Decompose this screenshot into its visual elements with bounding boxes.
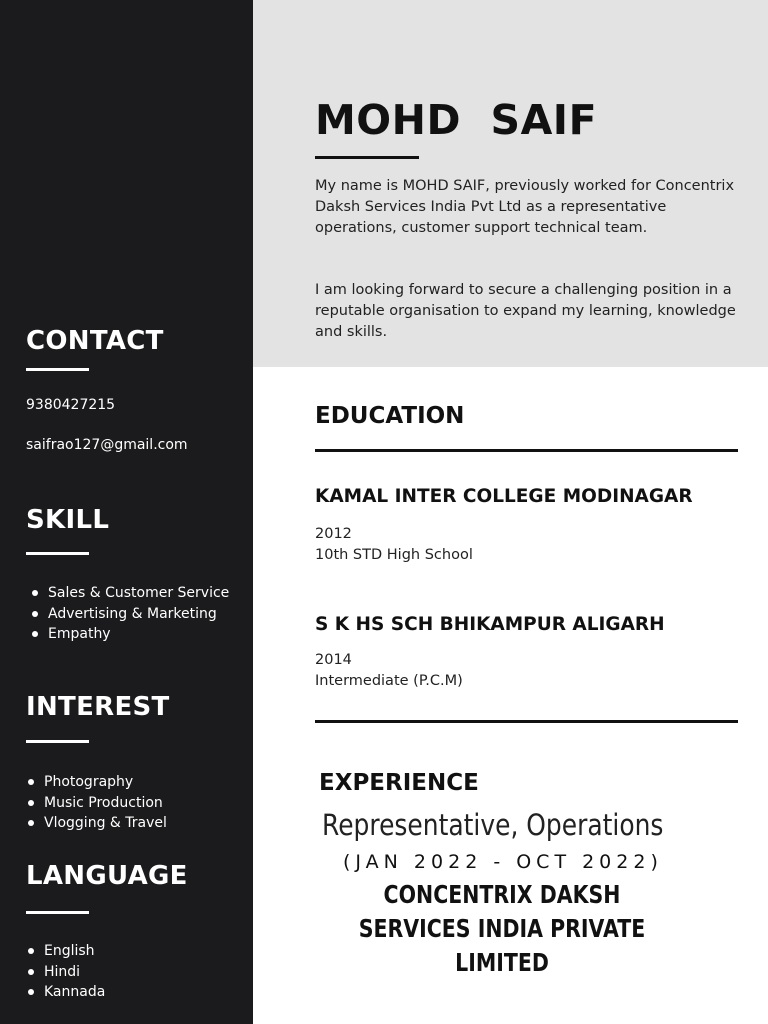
contact-heading: CONTACT — [26, 326, 164, 356]
school-name: KAMAL INTER COLLEGE MODINAGAR — [315, 486, 693, 507]
list-item: Vlogging & Travel — [22, 813, 232, 834]
list-item: Photography — [22, 772, 232, 793]
summary-paragraph: My name is MOHD SAIF, previously worked for Concentrix Daksh Services India Pvt Ltd as a representative operations, customer support technical team. — [315, 178, 735, 236]
school-name: S K HS SCH BHIKAMPUR ALIGARH — [315, 614, 665, 635]
list-item: Advertising & Marketing — [26, 604, 231, 625]
skill-list — [26, 583, 231, 645]
contact-phone: 9380427215 — [26, 397, 116, 413]
education-detail: Intermediate (P.C.M) — [315, 673, 463, 689]
interest-heading: INTEREST — [26, 692, 170, 722]
list-item: Empathy — [26, 624, 231, 645]
company-name: CONCENTRIX DAKSH SERVICES INDIA PRIVATE LIMITED — [358, 880, 646, 977]
contact-divider — [26, 368, 89, 371]
sidebar — [0, 0, 253, 1024]
skill-divider — [26, 552, 89, 555]
candidate-name: MOHD SAIF — [315, 96, 598, 144]
education-year: 2012 — [315, 526, 352, 542]
list-item: Sales & Customer Service — [26, 583, 231, 604]
interest-list — [22, 772, 232, 834]
education-year: 2014 — [315, 652, 352, 668]
objective-paragraph: I am looking forward to secure a challenging position in a reputable organisation to expand my learning, knowledge and skills. — [315, 282, 736, 340]
education-detail: 10th STD High School — [315, 547, 473, 563]
list-item: Kannada — [22, 982, 232, 1003]
contact-email: saifrao127@gmail.com — [26, 437, 188, 453]
education-divider — [315, 449, 738, 452]
skill-heading: SKILL — [26, 505, 110, 535]
language-heading: LANGUAGE — [26, 861, 188, 891]
job-dates: (JAN 2022 - OCT 2022) — [343, 851, 663, 873]
language-divider — [26, 911, 89, 914]
experience-divider — [315, 720, 738, 723]
list-item: English — [22, 941, 232, 962]
list-item: Hindi — [22, 962, 232, 983]
experience-heading: EXPERIENCE — [319, 770, 479, 796]
education-heading: EDUCATION — [315, 403, 465, 429]
interest-divider — [26, 740, 89, 743]
name-divider — [315, 156, 419, 159]
list-item: Music Production — [22, 793, 232, 814]
language-list — [22, 941, 232, 1003]
job-title: Representative, Operations — [322, 808, 664, 842]
